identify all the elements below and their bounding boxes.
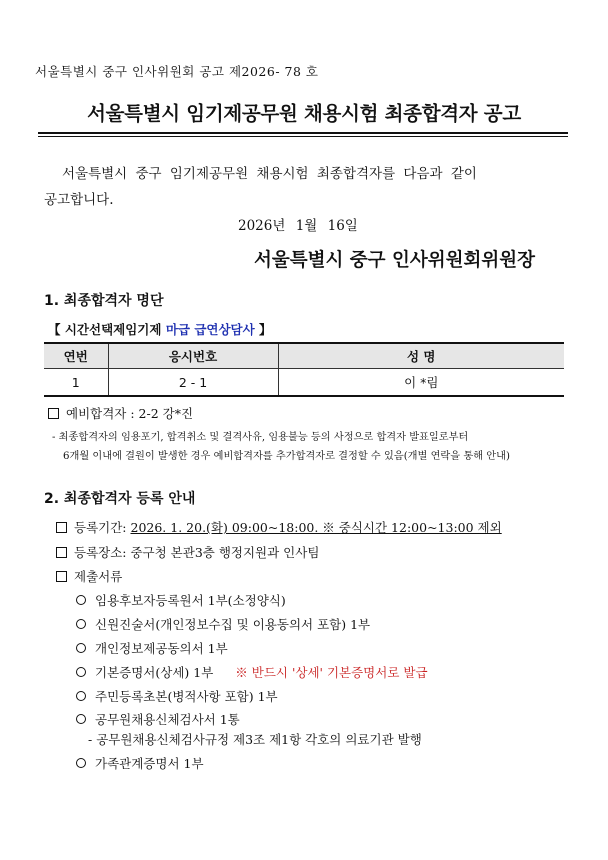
circle-bullet-icon [76,595,86,605]
period-label: 등록기간: [74,520,131,535]
caption-open: 【 시간선택제임기제 [48,322,166,337]
doc-sub-note: - 공무원채용신체검사규정 제3조 제1항 각호의 의료기관 발행 [88,732,422,747]
notice-number: 서울특별시 중구 인사위원회 공고 제2026- 78 호 [35,64,319,79]
red-note: ※ 반드시 '상세' 기본증명서로 발급 [235,665,428,680]
list-item: 주민등록초본(병적사항 포함) 1부 [76,687,278,705]
title-rule-thin [38,136,568,137]
col-header-name: 성 명 [278,343,564,369]
cell-exam-no: 2 - 1 [108,369,278,397]
cell-name: 이 *림 [278,369,564,397]
cell-seq: 1 [44,369,108,397]
section2-heading: 2. 최종합격자 등록 안내 [44,491,196,507]
square-bullet-icon [48,408,59,419]
list-item: 기본증명서(상세) 1부 ※ 반드시 '상세' 기본증명서로 발급 [76,663,428,681]
reserve-note-1: - 최종합격자의 임용포기, 합격취소 및 결격사유, 임용불능 등의 사정으로 합격자 발표일로부터 [52,432,469,443]
registration-place [56,543,319,561]
required-documents [56,567,122,585]
list-item: 신원진술서(개인정보수집 및 이용동의서 포함) 1부 [76,615,370,633]
result-table [44,342,564,397]
title-rule [38,132,568,134]
intro-line-2: 공고합니다. [44,192,114,208]
period-value: 2026. 1. 20.(화) 09:00~18:00. ※ 중식시간 12:00~13:00 제외 [130,520,502,535]
table-row [44,369,564,397]
notice-date: 2026년 1월 16일 [238,218,358,234]
page-title: 서울특별시 임기제공무원 채용시험 최종합격자 공고 [87,102,521,125]
col-header-exam-no: 응시번호 [108,343,278,369]
reserve-candidate [48,404,193,422]
square-bullet-icon [56,547,67,558]
square-bullet-icon [56,571,67,582]
list-item: 공무원채용신체검사서 1통 [76,710,240,728]
caption-highlight: 마급 급연상담사 [165,322,255,337]
circle-bullet-icon [76,758,86,768]
registration-period [56,518,502,536]
place-text: 등록장소: 중구청 본관3층 행정지원과 인사팀 [74,545,320,560]
reserve-note-2: 6개월 이내에 결원이 발생한 경우 예비합격자를 추가합격자로 결정할 수 있음(개별 연락을 통해 안내) [63,451,510,462]
list-item: 개인정보제공동의서 1부 [76,639,228,657]
docs-label: 제출서류 [74,569,123,584]
circle-bullet-icon [76,667,86,677]
list-item: 가족관계증명서 1부 [76,754,204,772]
circle-bullet-icon [76,714,86,724]
intro-line-1: 서울특별시 중구 임기제공무원 채용시험 최종합격자를 다음과 같이 [62,166,477,182]
square-bullet-icon [56,522,67,533]
circle-bullet-icon [76,643,86,653]
reserve-text: 예비합격자 : 2-2 강*진 [66,406,194,421]
circle-bullet-icon [76,619,86,629]
list-item: 임용후보자등록원서 1부(소정양식) [76,591,286,609]
caption-close: 】 [254,322,272,337]
table-header-row [44,343,564,369]
table-caption [48,320,272,338]
section1-heading: 1. 최종합격자 명단 [44,293,164,309]
issuer: 서울특별시 중구 인사위원회위원장 [254,250,535,271]
col-header-seq: 연번 [44,343,108,369]
circle-bullet-icon [76,691,86,701]
